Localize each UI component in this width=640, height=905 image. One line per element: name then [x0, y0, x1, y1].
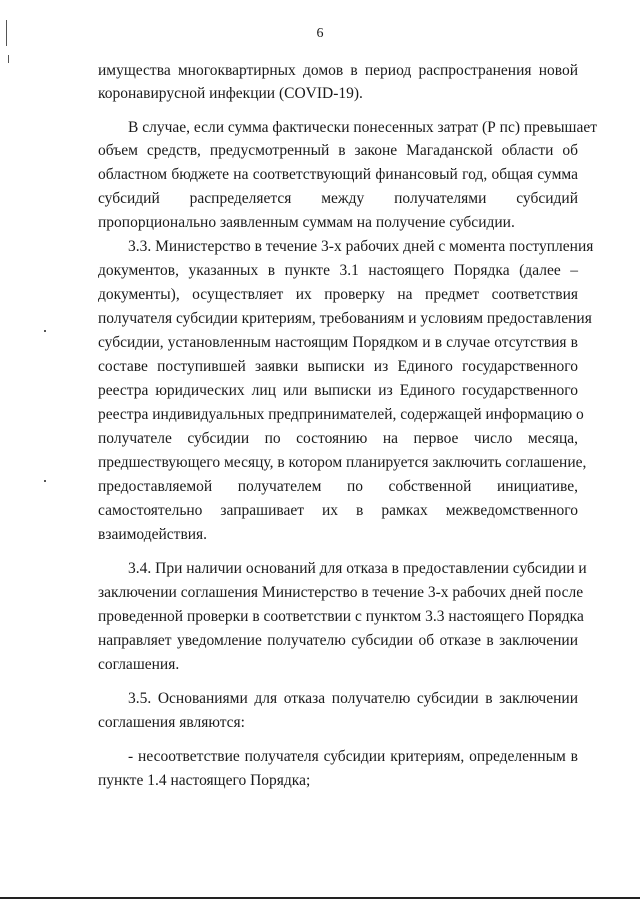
text-line: документов, указанных в пункте 3.1 настоящего Порядка (далее – — [98, 262, 578, 279]
text-line: 3.3. Министерство в течение 3-х рабочих дней с момента поступления — [128, 238, 594, 255]
scan-artifact — [44, 480, 46, 482]
text-line: областном бюджете на соответствующий финансовый год, общая сумма — [98, 166, 578, 183]
text-line: взаимодействия. — [98, 526, 208, 543]
text-line: документы), осуществляет их проверку на предмет соответствия — [98, 286, 578, 303]
text-line: субсидии, установленным настоящим Порядком и в случае отсутствия в — [98, 334, 578, 351]
text-line: коронавирусной инфекции (COVID-19). — [98, 85, 363, 102]
text-line: субсидий распределяется между получателями субсидий — [98, 190, 578, 207]
text-line: реестра индивидуальных предпринимателей, содержащей информацию о — [98, 406, 584, 423]
text-line: пропорционально заявленным суммам на получение субсидии. — [98, 214, 515, 231]
text-line: имущества многоквартирных домов в период распространения новой — [98, 62, 578, 79]
text-line: объем средств, предусмотренный в законе Магаданской области об — [98, 142, 578, 159]
text-line: 3.4. При наличии оснований для отказа в предоставлении субсидии и — [128, 560, 587, 577]
scan-artifact — [8, 55, 9, 63]
text-line: соглашения. — [98, 656, 180, 673]
text-line: получателя субсидии критериям, требованиям и условиям предоставления — [98, 310, 592, 327]
text-line: самостоятельно запрашивает их в рамках межведомственного — [98, 502, 578, 519]
text-line: составе поступившей заявки выписки из Единого государственного — [98, 358, 578, 375]
text-line: реестра юридических лиц или выписки из Единого государственного — [98, 382, 578, 399]
text-line: соглашения являются: — [98, 714, 245, 731]
text-line: проведенной проверки в соответствии с пунктом 3.3 настоящего Порядка — [98, 608, 584, 625]
text-line: В случае, если сумма фактически понесенных затрат (Р пс) превышает — [128, 119, 597, 136]
text-line: 3.5. Основаниями для отказа получателю субсидии в заключении — [128, 690, 578, 707]
page-number: 6 — [316, 26, 324, 41]
text-line: предшествующего месяцу, в котором планируется заключить соглашение, — [98, 454, 587, 471]
text-line: получателе субсидии по состоянию на первое число месяца, — [98, 430, 578, 447]
text-line: пункте 1.4 настоящего Порядка; — [98, 772, 311, 789]
text-line: направляет уведомление получателю субсидии об отказе в заключении — [98, 632, 578, 649]
text-line: заключении соглашения Министерство в течение 3-х рабочих дней после — [98, 584, 584, 601]
bottom-scan-edge — [0, 897, 640, 899]
text-line: предоставляемой получателем по собственной инициативе, — [98, 478, 578, 495]
text-line: - несоответствие получателя субсидии критериям, определенным в — [128, 748, 578, 765]
scan-artifact — [44, 330, 46, 332]
